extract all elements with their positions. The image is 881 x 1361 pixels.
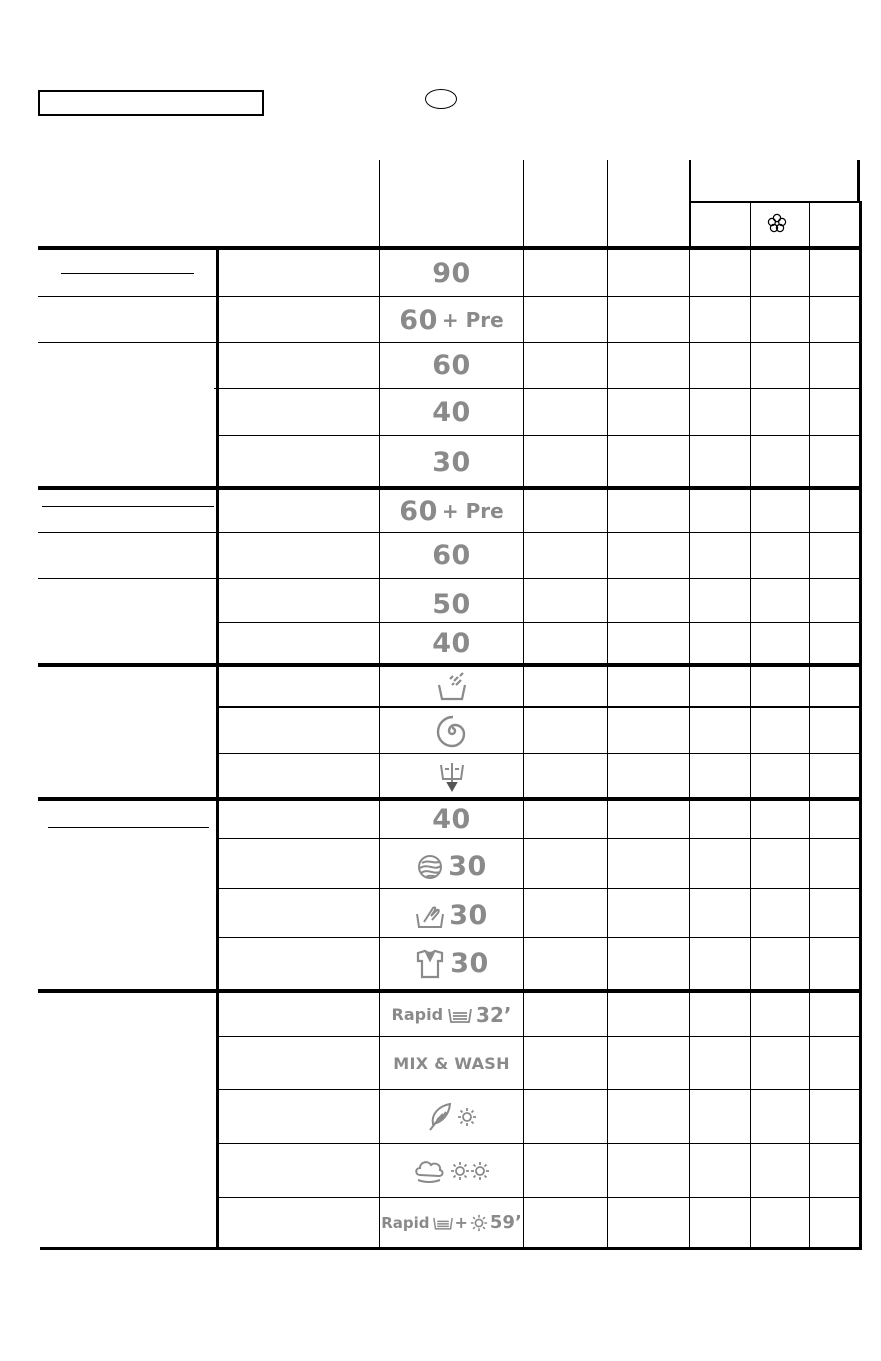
col-divider — [523, 160, 524, 248]
programme-symbol-cell — [380, 708, 523, 753]
wool-icon — [416, 853, 444, 881]
shirt-stain-icon — [414, 949, 446, 979]
row-rule — [38, 578, 862, 579]
row-rule — [217, 838, 862, 839]
rinse-icon — [436, 671, 468, 703]
temperature-label: 60 — [432, 540, 471, 571]
rapid-label: Rapid — [391, 1005, 444, 1024]
temperature-label: 60 — [399, 495, 438, 527]
table-bottom-rule — [40, 1247, 862, 1250]
programme-symbol-cell — [380, 993, 523, 1036]
programme-symbol-cell — [380, 343, 523, 388]
programme-symbol-cell — [380, 297, 523, 343]
field-underline — [61, 273, 194, 274]
temperature-label: 30 — [432, 446, 471, 478]
table-right-edge — [859, 248, 862, 1249]
col-divider — [607, 160, 608, 248]
programme-symbol-cell — [380, 533, 523, 578]
programme-symbol-cell — [380, 437, 523, 487]
rapid-label: Rapid — [381, 1213, 430, 1232]
col-divider — [750, 248, 751, 1249]
feather-icon — [427, 1102, 453, 1132]
programme-symbol-cell — [380, 1090, 523, 1143]
row-rule — [217, 1197, 862, 1198]
row-rule — [217, 753, 862, 754]
col-divider — [607, 248, 608, 1249]
programme-symbol-cell — [380, 250, 523, 296]
temperature-label: 60 — [399, 304, 438, 336]
temperature-label: 40 — [432, 396, 471, 428]
temperature-label: 50 — [432, 588, 471, 620]
plus-label: + — [454, 1213, 468, 1232]
temperature-label: 40 — [432, 804, 471, 835]
temperature-label: 30 — [449, 900, 488, 931]
duration-label: 59’ — [489, 1212, 522, 1233]
col-divider — [809, 248, 810, 1249]
temperature-label: 30 — [448, 851, 487, 882]
row-rule — [217, 435, 862, 436]
row-rule — [214, 388, 862, 389]
col-divider — [216, 248, 219, 1249]
field-underline — [42, 506, 214, 507]
temperature-label: 30 — [450, 948, 489, 979]
field-underline — [48, 827, 209, 828]
row-rule — [217, 706, 862, 708]
col-divider — [857, 160, 860, 202]
col-divider — [750, 201, 751, 248]
col-divider — [523, 248, 524, 1249]
spin-icon — [435, 714, 469, 748]
duration-label: 32’ — [476, 1002, 512, 1027]
col-divider — [809, 201, 810, 248]
col-divider — [379, 160, 380, 248]
wash-tub-icon — [433, 1215, 453, 1231]
row-rule — [217, 888, 862, 889]
programme-symbol-cell — [380, 1144, 523, 1197]
col-divider — [689, 160, 691, 248]
row-rule — [217, 1036, 862, 1037]
row-rule — [217, 1143, 862, 1144]
programme-symbol-cell — [380, 389, 523, 435]
programme-symbol-cell — [380, 1198, 523, 1247]
col-divider — [859, 201, 862, 248]
flower-icon — [767, 213, 787, 233]
prewash-label: + Pre — [441, 499, 504, 523]
programme-symbol-cell — [380, 1037, 523, 1089]
temperature-label: 40 — [432, 627, 471, 659]
temperature-label: 60 — [432, 350, 471, 381]
mix-wash-label: MIX & WASH — [393, 1053, 510, 1073]
temperature-label: 90 — [432, 257, 471, 289]
wash-tub-icon — [448, 1006, 472, 1024]
programme-symbol-cell — [380, 894, 523, 937]
double-sun-icon — [450, 1161, 490, 1181]
row-rule — [217, 937, 862, 938]
row-rule — [217, 622, 862, 623]
col-divider — [689, 248, 690, 1249]
cloud-icon — [414, 1159, 444, 1183]
programme-symbol-cell — [380, 623, 523, 663]
sun-icon — [457, 1107, 477, 1127]
programme-symbol-cell — [380, 754, 523, 797]
programme-symbol-cell — [380, 490, 523, 532]
prewash-label: + Pre — [441, 308, 504, 332]
row-rule — [217, 1089, 862, 1090]
programme-symbol-cell — [380, 938, 523, 989]
programme-symbol-cell — [380, 584, 523, 624]
drain-icon — [437, 759, 467, 793]
programme-symbol-cell — [380, 801, 523, 838]
programme-symbol-cell — [380, 845, 523, 888]
header-rule — [689, 201, 861, 203]
sun-icon — [470, 1214, 488, 1232]
programme-symbol-cell — [380, 667, 523, 706]
hand-wash-icon — [415, 902, 445, 930]
